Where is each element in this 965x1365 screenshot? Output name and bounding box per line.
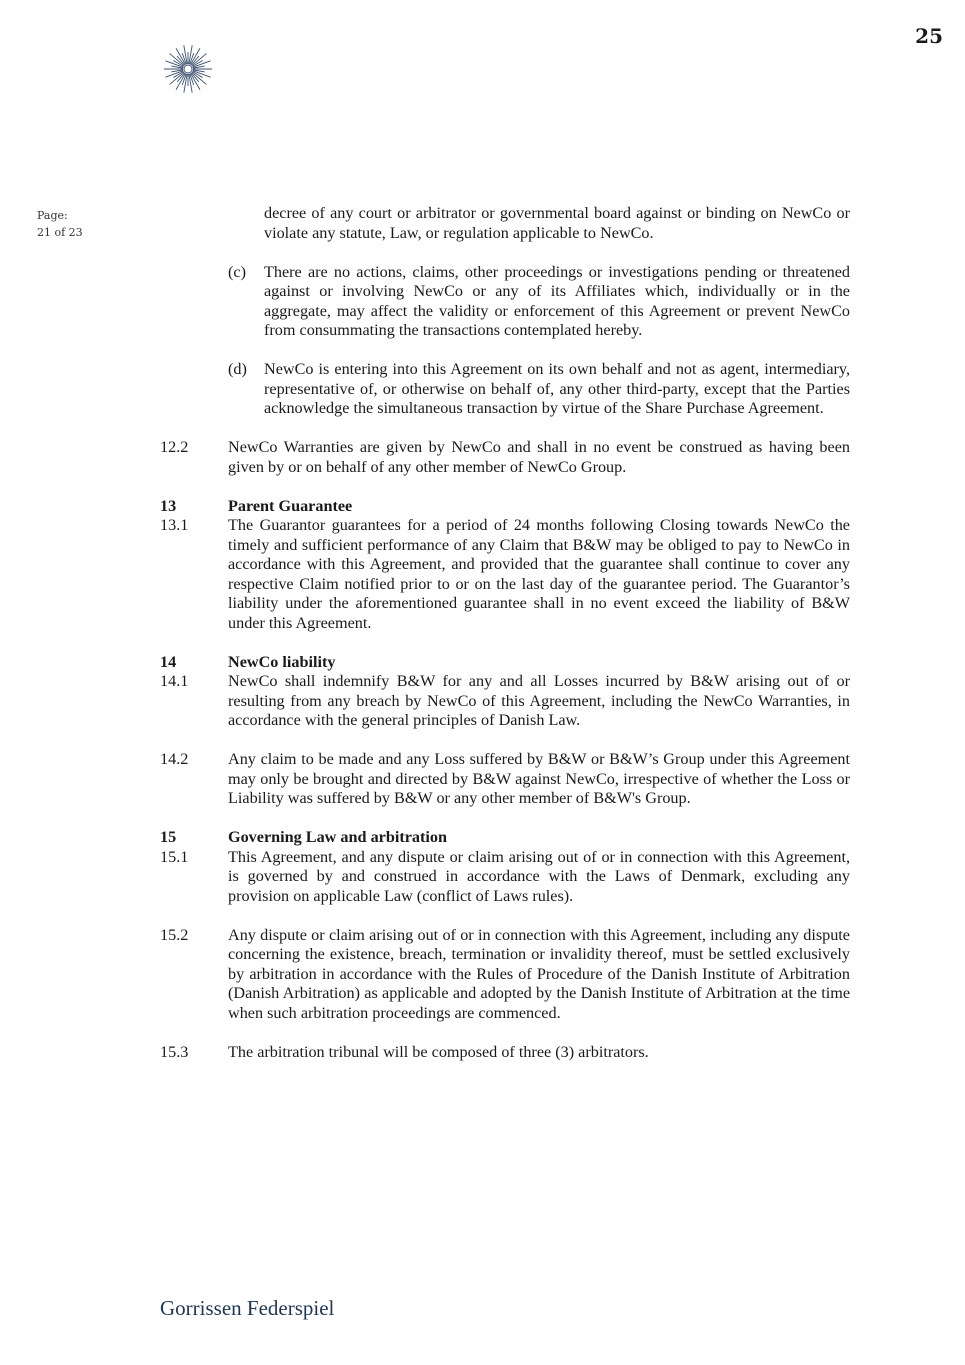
- clause-12-2: [160, 438, 850, 477]
- list-item: [228, 263, 850, 341]
- clause-number: 15.2: [160, 925, 189, 944]
- clause-number: 14.2: [160, 750, 189, 768]
- list-text: There are no actions, claims, other proceedings or investigations pending or threatened against or involving NewCo or any of its Affiliates which, individually or in the aggregate, may affect the validity or enforcement of this Agreement or prevent NewCo from consummating the transactions contemplated hereby.: [264, 262, 850, 339]
- page-of: 21 of 23: [37, 226, 83, 239]
- clause-text: NewCo Warranties are given by NewCo and shall in no event be construed as having been given by or on behalf of any other member of NewCo Group.: [228, 438, 850, 476]
- clause-15-3: [160, 1043, 850, 1063]
- clause-13-1: [160, 516, 850, 633]
- clause-number: 13.1: [160, 516, 189, 534]
- list-letter: (c): [228, 262, 246, 281]
- list-item: [228, 360, 850, 419]
- section-title: NewCo liability: [228, 652, 336, 671]
- section-heading-15: [160, 828, 850, 848]
- firm-name: Gorrissen Federspiel: [160, 1296, 335, 1320]
- clause-number: 15.3: [160, 1042, 189, 1061]
- clause-14-2: [160, 750, 850, 809]
- list-text: NewCo is entering into this Agreement on its own behalf and not as agent, intermediary, representative of, or otherwise on behalf of, any other third-party, except that the Parties acknowledge the simultaneous transaction by virtue of the Share Purchase Agreement.: [264, 360, 850, 417]
- clause-text: Any dispute or claim arising out of or in connection with this Agreement, including any dispute concerning the existence, breach, termination or invalidity thereof, must be settled exclusively by arbitration in accordance with the Rules of Procedure of the Danish Institute of Arbitration (Danish Arbitration) as applicable and adopted by the Danish Institute of Arbitration at the time when such arbitration proceedings are commenced.: [228, 925, 850, 1022]
- clause-number: 12.2: [160, 438, 189, 456]
- clause-15-2: [160, 926, 850, 1024]
- page-meta: [37, 207, 83, 241]
- clause-text: This Agreement, and any dispute or claim arising out of or in connection with this Agreement, is governed by and construed in accordance with the Laws of Denmark, excluding any provision on applicable Law (conflict of Laws rules).: [228, 847, 850, 905]
- section-number: 13: [160, 496, 177, 515]
- list-letter: (d): [228, 360, 247, 378]
- clause-number: 15.1: [160, 847, 189, 866]
- clause-number: 14.1: [160, 672, 189, 690]
- clause-text: Any claim to be made and any Loss suffered by B&W or B&W’s Group under this Agreement may only be brought and directed by B&W against NewCo, irrespective of whether the Loss or Liability was suffered by B&W or any other member of B&W's Group.: [228, 750, 850, 807]
- clause-15-1: [160, 848, 850, 907]
- clause-text: The arbitration tribunal will be composed of three (3) arbitrators.: [228, 1042, 649, 1061]
- section-title: Governing Law and arbitration: [228, 828, 447, 846]
- starburst-logo-icon: [160, 44, 216, 94]
- clause-text: NewCo shall indemnify B&W for any and all Losses incurred by B&W arising out of or resulting from any breach by NewCo of this Agreement, including the NewCo Warranties, in accordance with the general principles of Danish Law.: [228, 672, 850, 729]
- section-number: 15: [160, 828, 177, 846]
- section-number: 14: [160, 652, 177, 671]
- section-heading-14: [160, 653, 850, 673]
- page-label: Page:: [37, 209, 68, 222]
- clause-text: The Guarantor guarantees for a period of 24 months following Closing towards NewCo the timely and sufficient performance of any Claim that B&W may be obliged to pay to NewCo in accordance with this Agreement, and provided that the guarantee shall continue to cover any respective Claim notified prior to or on the last day of the guarantee period. The Guarantor’s liability under the aforementioned guarantee shall in no event exceed the liability of B&W under this Agreement.: [228, 516, 850, 632]
- page-number: 25: [915, 24, 943, 48]
- section-heading-13: [160, 497, 850, 517]
- clause-14-1: [160, 672, 850, 731]
- document-body: [160, 204, 850, 1062]
- continuation-paragraph: decree of any court or arbitrator or governmental board against or binding on NewCo or violate any statute, Law, or regulation applicable to NewCo.: [264, 204, 850, 242]
- section-title: Parent Guarantee: [228, 496, 353, 515]
